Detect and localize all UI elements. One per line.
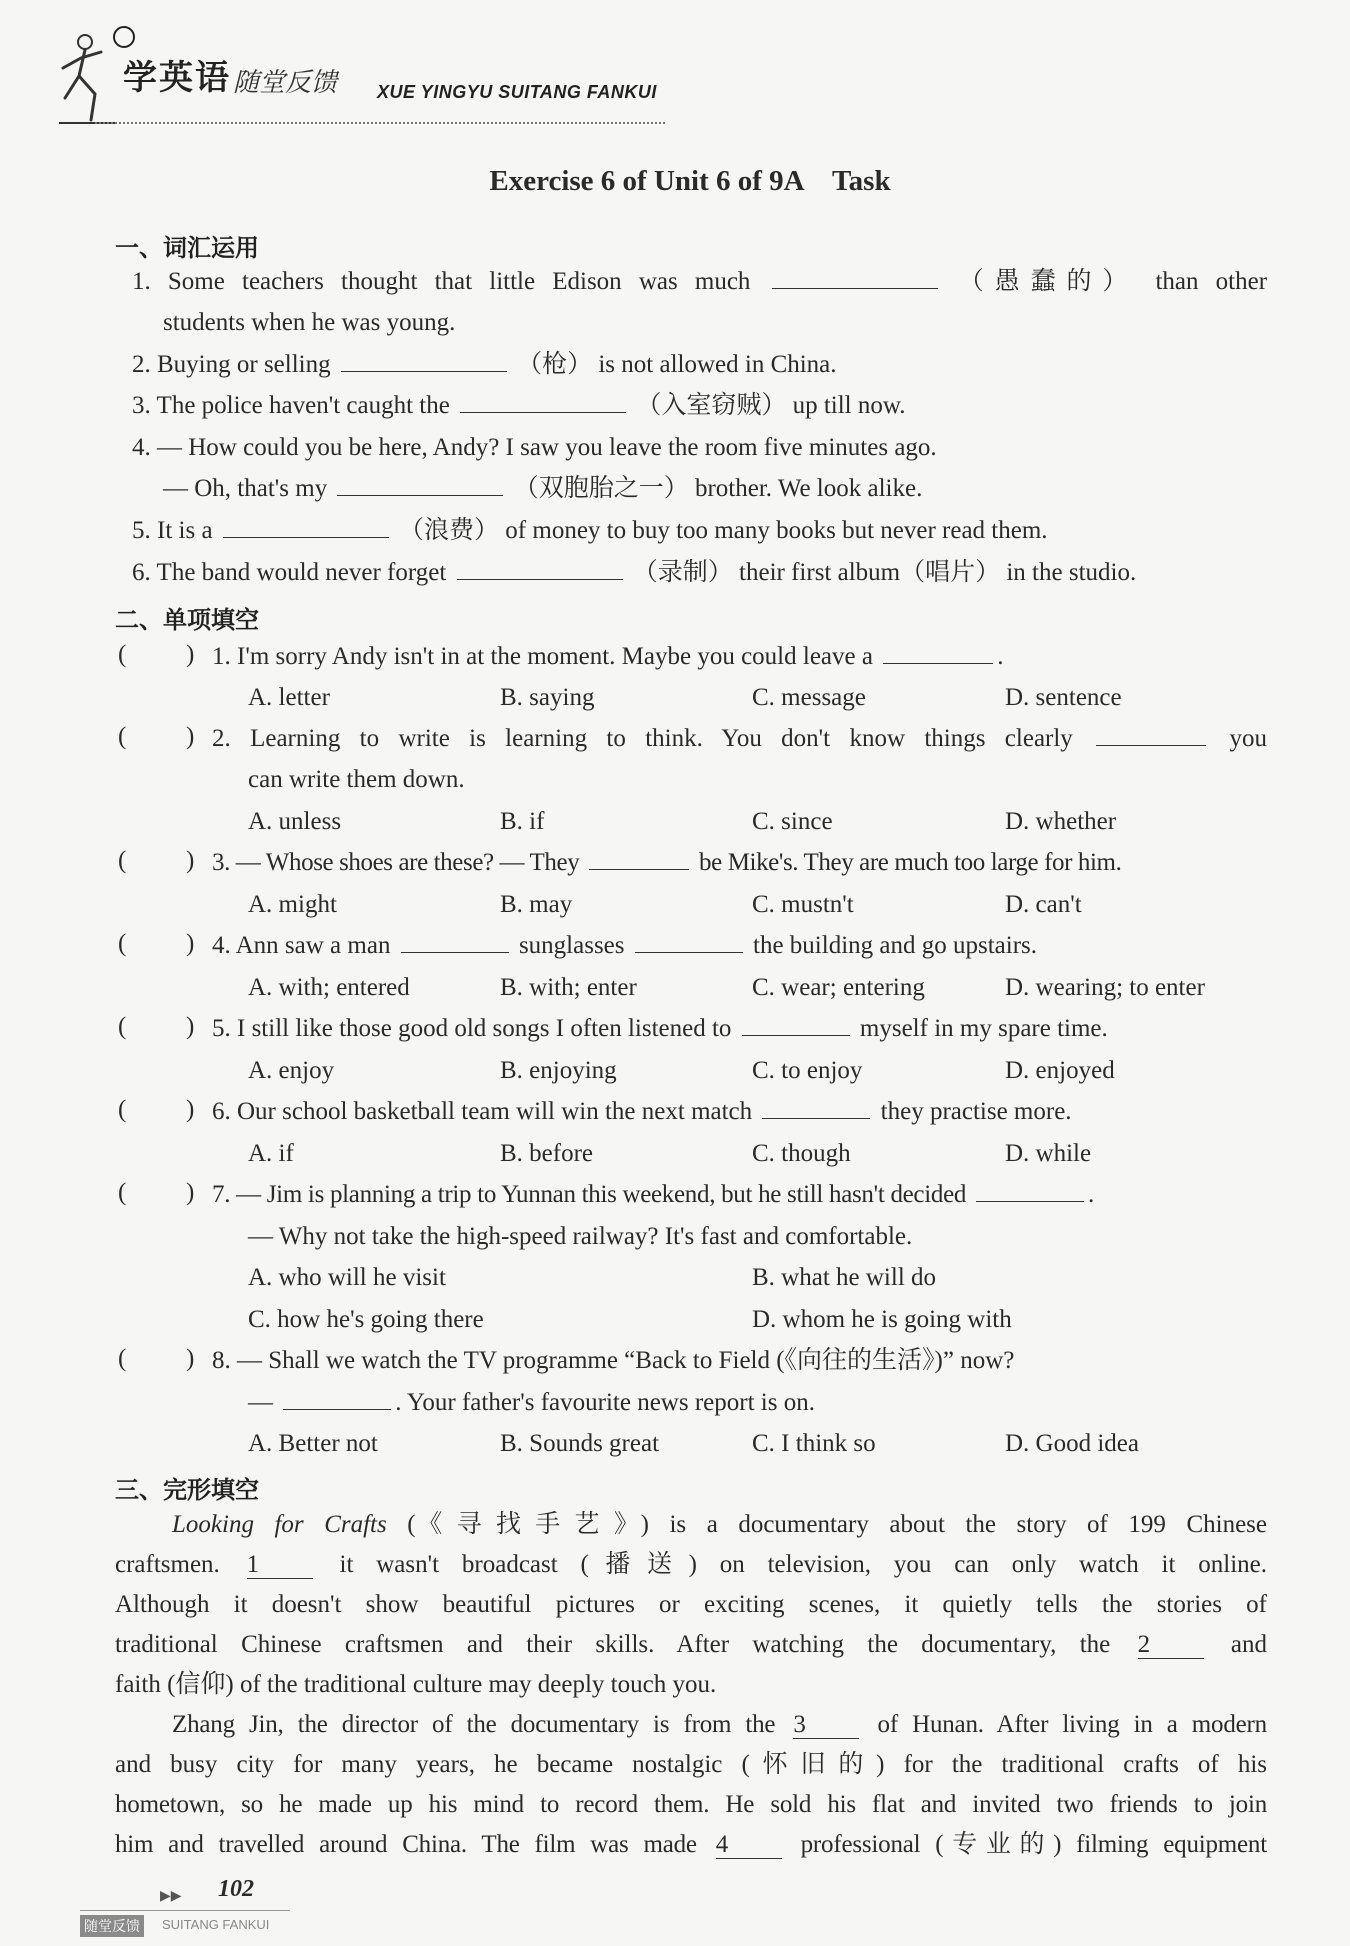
mc-q3-stem: 3. — Whose shoes are these? — They be Mike's. They are much too large for him.	[212, 849, 1122, 876]
cloze-p2-line3: hometown, so he made up his mind to record them. He sold his flat and invited two friends to join	[115, 1791, 1267, 1818]
mc-q7-option-c[interactable]: C. how he's going there	[248, 1306, 484, 1333]
section-multiple-choice-heading: 二、单项填空	[115, 606, 259, 634]
mc-q1-option-d[interactable]: D. sentence	[1005, 684, 1122, 711]
mc-q1-blank[interactable]	[883, 641, 993, 664]
mc-q6-blank[interactable]	[762, 1096, 870, 1119]
mc-q6-answer-open: (	[118, 1096, 127, 1123]
mc-q1-option-c[interactable]: C. message	[752, 684, 866, 711]
mc-q8-option-b[interactable]: B. Sounds great	[500, 1430, 660, 1457]
footer-label-cn: 随堂反馈	[80, 1915, 144, 1937]
mc-q5-option-a[interactable]: A. enjoy	[248, 1057, 335, 1084]
mc-q1-option-a[interactable]: A. letter	[248, 684, 330, 711]
vocab-q1-blank[interactable]	[772, 266, 938, 289]
mc-q5-option-d[interactable]: D. enjoyed	[1005, 1057, 1115, 1084]
mc-q8-stem-cont: — . Your father's favourite news report is on.	[248, 1389, 815, 1416]
vocab-q3-blank[interactable]	[460, 390, 626, 413]
vocab-q1-line2: students when he was young.	[163, 309, 456, 336]
mc-q6-option-c[interactable]: C. though	[752, 1140, 851, 1167]
page-header	[55, 22, 675, 132]
mc-q4-answer-open: (	[118, 930, 127, 957]
vocab-q4-line1: 4. — How could you be here, Andy? I saw you leave the room five minutes ago.	[132, 434, 937, 461]
mc-q2-stem-cont: can write them down.	[248, 766, 465, 793]
section-vocabulary-heading: 一、词汇运用	[115, 234, 259, 262]
mc-q5-option-c[interactable]: C. to enjoy	[752, 1057, 863, 1084]
mc-q6-option-d[interactable]: D. while	[1005, 1140, 1092, 1167]
cloze-blank-4[interactable]: 4	[716, 1832, 782, 1859]
logo-subtitle: 随堂反馈	[233, 68, 338, 98]
mc-q2-stem: 2. Learning to write is learning to think. You don't know things clearly you	[212, 725, 1267, 752]
mc-q4-blank-2[interactable]	[635, 930, 743, 953]
logo-title: 学英语	[123, 58, 231, 98]
mc-q4-option-c[interactable]: C. wear; entering	[752, 974, 925, 1001]
vocab-q5: 5. It is a （浪费） of money to buy too many books but never read them.	[132, 517, 1048, 544]
cloze-p2-line2: and busy city for many years, he became nostalgic (怀旧的) for the traditional crafts of his	[115, 1751, 1267, 1778]
mc-q7-stem-cont: — Why not take the high-speed railway? It's fast and comfortable.	[248, 1223, 913, 1250]
mc-q3-option-b[interactable]: B. may	[500, 891, 573, 918]
vocab-q5-blank[interactable]	[223, 515, 389, 538]
vocab-q4-line2: — Oh, that's my （双胞胎之一） brother. We look alike.	[163, 475, 923, 502]
mc-q4-answer-close: )	[186, 930, 195, 957]
page-number: 102	[218, 1876, 254, 1902]
mc-q2-answer-open: (	[118, 723, 127, 750]
mc-q3-answer-close: )	[186, 847, 195, 874]
mc-q4-option-b[interactable]: B. with; enter	[500, 974, 637, 1001]
mc-q3-blank[interactable]	[589, 847, 689, 870]
mc-q3-answer-open: (	[118, 847, 127, 874]
mc-q7-option-b[interactable]: B. what he will do	[752, 1264, 937, 1291]
cloze-p1-line4: traditional Chinese craftsmen and their skills. After watching the documentary, the 2 and	[115, 1631, 1268, 1658]
logo-pinyin: XUE YINGYU SUITANG FANKUI	[377, 82, 657, 102]
mc-q1-answer-open: (	[118, 641, 127, 668]
mc-q4-option-a[interactable]: A. with; entered	[248, 974, 410, 1001]
mc-q8-answer-close: )	[186, 1345, 195, 1372]
vocab-q2-blank[interactable]	[341, 349, 507, 372]
mc-q8-option-d[interactable]: D. Good idea	[1005, 1430, 1139, 1457]
mc-q2-option-b[interactable]: B. if	[500, 808, 545, 835]
mc-q6-option-a[interactable]: A. if	[248, 1140, 294, 1167]
cloze-p1-line2: craftsmen. 1 it wasn't broadcast (播送) on television, you can only watch it online.	[115, 1551, 1268, 1578]
mc-q2-option-d[interactable]: D. whether	[1005, 808, 1117, 835]
mc-q6-answer-close: )	[186, 1096, 195, 1123]
header-divider	[95, 122, 665, 124]
mc-q8-stem: 8. — Shall we watch the TV programme “Back to Field (《向往的生活》)” now?	[212, 1347, 1015, 1374]
double-arrow-icon: ▶▶	[160, 1889, 182, 1904]
section-cloze-heading: 三、完形填空	[115, 1476, 259, 1504]
mc-q6-stem: 6. Our school basketball team will win the next match they practise more.	[212, 1098, 1072, 1125]
mc-q4-stem: 4. Ann saw a man sunglasses the building and go upstairs.	[212, 932, 1038, 959]
mc-q5-stem: 5. I still like those good old songs I often listened to myself in my spare time.	[212, 1015, 1108, 1042]
play-icon	[113, 26, 135, 48]
mc-q7-stem: 7. — Jim is planning a trip to Yunnan this weekend, but he still hasn't decided .	[212, 1181, 1094, 1208]
cloze-p1-line1: Looking for Crafts (《寻找手艺》) is a documentary about the story of 199 Chinese	[172, 1511, 1268, 1538]
cloze-p1-line5: faith (信仰) of the traditional culture may deeply touch you.	[115, 1671, 717, 1698]
mc-q6-option-b[interactable]: B. before	[500, 1140, 594, 1167]
mc-q7-answer-open: (	[118, 1179, 127, 1206]
vocab-q3: 3. The police haven't caught the （入室窃贼） up till now.	[132, 392, 906, 419]
cloze-blank-1[interactable]: 1	[247, 1552, 313, 1579]
mc-q7-option-a[interactable]: A. who will he visit	[248, 1264, 446, 1291]
vocab-q4-blank[interactable]	[337, 473, 503, 496]
mc-q5-answer-open: (	[118, 1013, 127, 1040]
mc-q2-answer-close: )	[186, 723, 195, 750]
mc-q4-option-d[interactable]: D. wearing; to enter	[1005, 974, 1205, 1001]
mc-q1-answer-close: )	[186, 641, 195, 668]
cloze-p1-line3: Although it doesn't show beautiful pictures or exciting scenes, it quietly tells the stories of	[115, 1591, 1267, 1618]
mc-q3-option-c[interactable]: C. mustn't	[752, 891, 854, 918]
vocab-q6-blank[interactable]	[457, 557, 623, 580]
mc-q4-blank-1[interactable]	[401, 930, 509, 953]
mc-q5-answer-close: )	[186, 1013, 195, 1040]
mc-q1-option-b[interactable]: B. saying	[500, 684, 595, 711]
mc-q2-blank[interactable]	[1096, 723, 1206, 746]
mc-q8-option-c[interactable]: C. I think so	[752, 1430, 876, 1457]
mc-q5-blank[interactable]	[742, 1013, 850, 1036]
mc-q8-blank[interactable]	[283, 1387, 391, 1410]
mc-q8-answer-open: (	[118, 1345, 127, 1372]
vocab-q1-line1: 1. Some teachers thought that little Edison was much （愚蠢的） than other	[132, 268, 1268, 295]
mc-q1-stem: 1. I'm sorry Andy isn't in at the moment. Maybe you could leave a .	[212, 643, 1004, 670]
cloze-blank-2[interactable]: 2	[1138, 1632, 1204, 1659]
footer-label-en: SUITANG FANKUI	[162, 1917, 270, 1932]
page-title: Exercise 6 of Unit 6 of 9A Task	[489, 165, 891, 197]
mc-q7-blank[interactable]	[976, 1179, 1084, 1202]
vocab-q2: 2. Buying or selling （枪） is not allowed in China.	[132, 351, 837, 378]
mc-q3-option-a[interactable]: A. might	[248, 891, 337, 918]
cloze-p2-line1: Zhang Jin, the director of the documentary is from the 3 of Hunan. After living in a modern	[172, 1711, 1267, 1738]
vocab-q6: 6. The band would never forget （录制） their first album（唱片） in the studio.	[132, 559, 1137, 586]
mc-q7-option-d[interactable]: D. whom he is going with	[752, 1306, 1012, 1333]
mc-q8-option-a[interactable]: A. Better not	[248, 1430, 378, 1457]
mc-q2-option-a[interactable]: A. unless	[248, 808, 342, 835]
cloze-p2-line4: him and travelled around China. The film was made 4 professional (专业的) filming equipment	[115, 1831, 1267, 1858]
mc-q2-option-c[interactable]: C. since	[752, 808, 833, 835]
footer-divider	[80, 1910, 290, 1911]
mc-q5-option-b[interactable]: B. enjoying	[500, 1057, 617, 1084]
mc-q3-option-d[interactable]: D. can't	[1005, 891, 1082, 918]
mc-q7-answer-close: )	[186, 1179, 195, 1206]
cloze-blank-3[interactable]: 3	[793, 1712, 859, 1739]
